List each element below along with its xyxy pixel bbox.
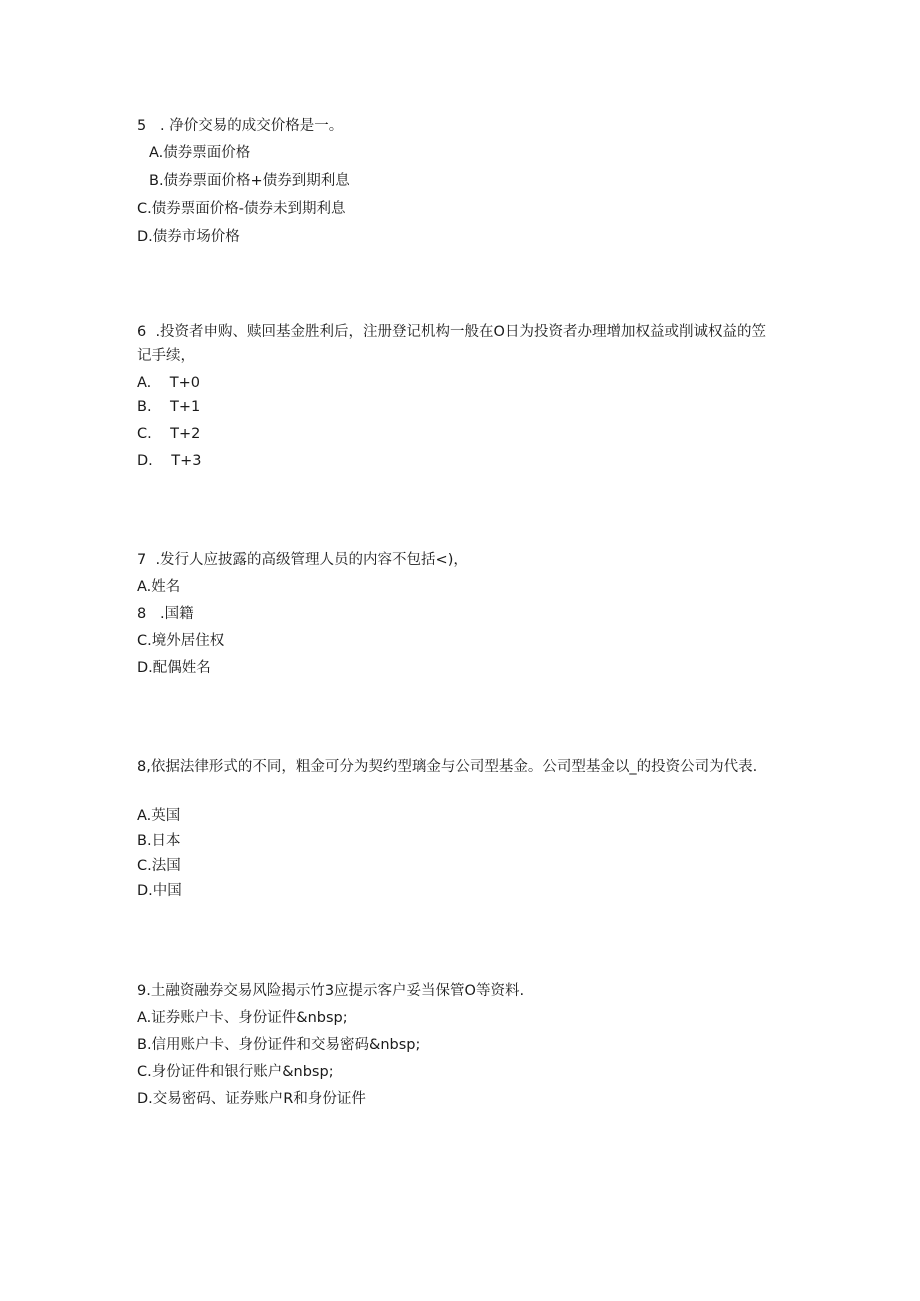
question-6-stem: 6 .投资者申购、赎回基金胜利后，注册登记机构一般在O日为投资者办理增加权益或削诚权益的笠记手续， — [137, 324, 766, 364]
question-8-option-c: C.法国 — [137, 858, 181, 874]
question-9-option-c: C.身份证件和银行账户&nbsp; — [137, 1064, 334, 1080]
question-6-option-d: D. T+3 — [137, 453, 202, 469]
question-8-option-a: A.英国 — [137, 808, 181, 824]
question-7-option-b: 8 .国籍 — [137, 606, 194, 622]
question-6-option-c: C. T+2 — [137, 426, 201, 442]
question-9-option-a: A.证券账户卡、身份证件&nbsp; — [137, 1010, 348, 1026]
question-6-option-b: B. T+1 — [137, 399, 201, 415]
question-9-option-b: B.信用账户卡、身份证件和交易密码&nbsp; — [137, 1037, 421, 1053]
question-7-option-c: C.境外居住权 — [137, 633, 225, 649]
question-8-option-d: D.中国 — [137, 883, 182, 899]
question-7-option-a: A.姓名 — [137, 579, 181, 595]
question-9-stem: 9.土融资融券交易风险揭示竹3应提示客户妥当保管O等资料. — [137, 983, 525, 999]
question-7-option-d: D.配偶姓名 — [137, 660, 211, 676]
question-7-stem: 7 .发行人应披露的高级管理人员的内容不包括<)， — [137, 552, 468, 568]
question-5-option-c: C.债券票面价格-债券未到期利息 — [137, 201, 346, 217]
question-8-stem: 8,依据法律形式的不同，粗金可分为契约型璃金与公司型基金。公司型基金以_的投资公司为代表. — [137, 759, 758, 775]
question-9-option-d: D.交易密码、证券账户R和身份证件 — [137, 1091, 366, 1107]
question-5-option-a: A.债券票面价格 — [149, 145, 251, 161]
question-6-option-a: A. T+0 — [137, 375, 200, 391]
question-5-option-d: D.债券市场价格 — [137, 229, 240, 245]
question-5-option-b: B.债券票面价格+债券到期利息 — [149, 173, 350, 189]
question-5-stem: 5 . 净价交易的成交价格是一。 — [137, 118, 344, 134]
question-8-option-b: B.日本 — [137, 833, 181, 849]
